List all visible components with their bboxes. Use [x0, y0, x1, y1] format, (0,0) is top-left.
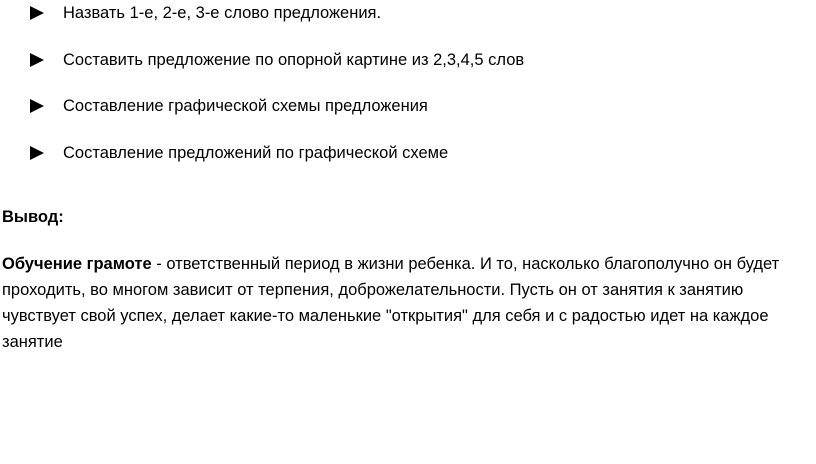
conclusion-term: Обучение грамоте — [2, 255, 152, 273]
list-item-text: Составление предложений по графической схеме — [63, 143, 449, 162]
list-item — [30, 95, 810, 117]
conclusion-heading: Вывод: — [2, 208, 64, 226]
list-item-text: Составить предложение по опорной картине из 2,3,4,5 слов — [63, 50, 525, 69]
triangle-right-icon — [30, 53, 44, 67]
task-list — [30, 0, 810, 188]
list-item — [30, 49, 810, 71]
triangle-right-icon — [30, 146, 44, 160]
triangle-right-icon — [30, 6, 44, 20]
list-item — [30, 2, 810, 24]
conclusion-body: - ответственный период в жизни ребенка. И то, насколько благополучно он будет проходить, во многом зависит от терпения, доброжелательности. Пусть он от занятия к занятию чувствует свой успех, делает какие-то маленькие "открытия" для себя и с радостью идет на каждое занятие — [2, 255, 780, 351]
list-item-text: Составление графической схемы предложения — [63, 97, 428, 115]
conclusion-paragraph — [2, 251, 802, 355]
triangle-right-icon — [30, 99, 44, 113]
list-item — [30, 142, 810, 164]
list-item-text: Назвать 1-е, 2-е, 3-е слово предложения. — [63, 4, 382, 22]
